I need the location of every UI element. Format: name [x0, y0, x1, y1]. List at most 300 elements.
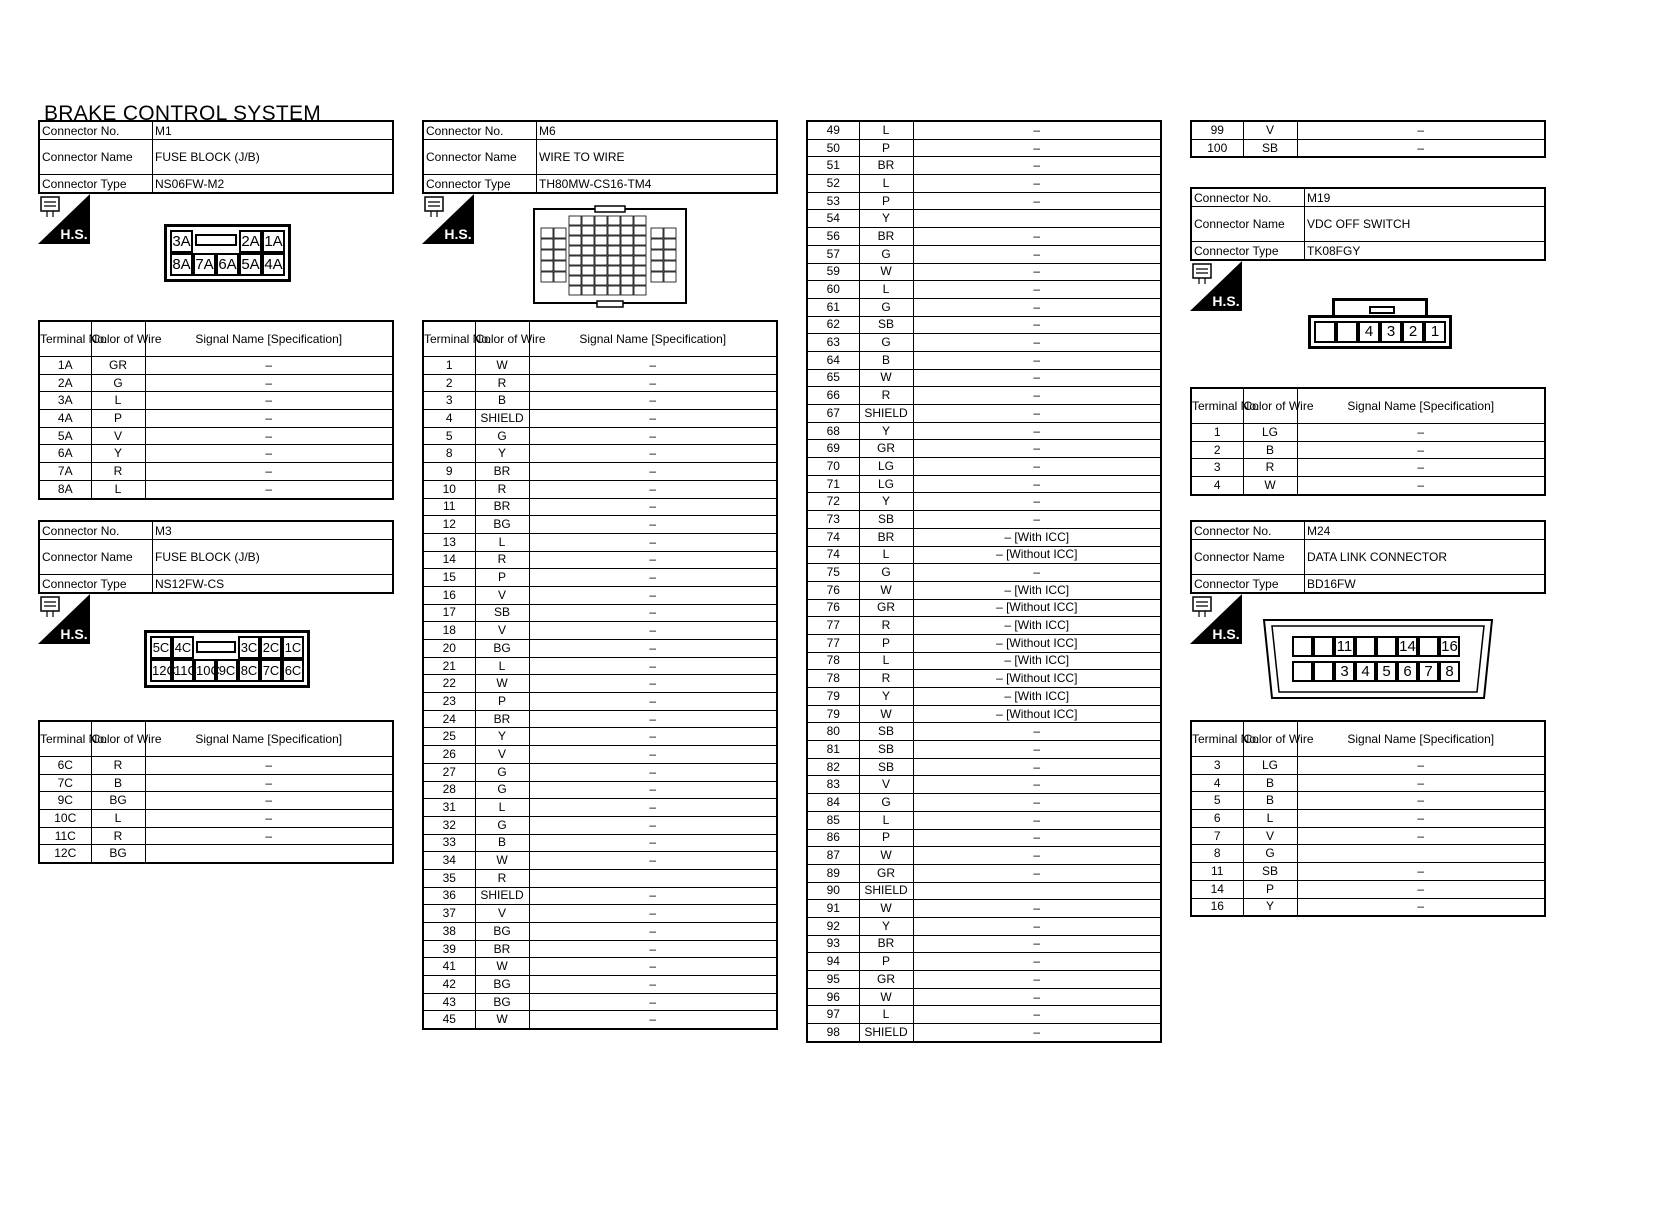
connector-cavity	[569, 266, 581, 275]
connector-pin: 3	[1334, 661, 1355, 682]
table-row	[1191, 139, 1545, 157]
wire-color: L	[859, 121, 913, 139]
connector-pin: 14	[1397, 636, 1418, 657]
signal-name: –	[529, 887, 777, 905]
terminal-table-m6-part3	[1190, 120, 1546, 158]
table-row	[807, 670, 1161, 688]
label: Connector No.	[39, 521, 153, 540]
wire-color: LG	[859, 475, 913, 493]
signal-name: –	[913, 157, 1161, 175]
signal-name: –	[529, 781, 777, 799]
connector-cavity	[634, 256, 646, 265]
connector-cavity	[569, 256, 581, 265]
terminal-no: 84	[807, 794, 859, 812]
connector-pin: 5C	[150, 636, 172, 659]
connector-cavity	[621, 246, 633, 255]
connector-cavity	[634, 236, 646, 245]
terminal-no: 22	[423, 675, 475, 693]
terminal-no: 79	[807, 705, 859, 723]
signal-name: –	[1297, 774, 1545, 792]
wire-color: G	[475, 781, 529, 799]
harness-side-icon	[1190, 261, 1242, 311]
wire-color: LG	[1243, 757, 1297, 775]
connector-pin: 3	[1380, 321, 1402, 343]
signal-name: –	[913, 175, 1161, 193]
connector-pin: 3A	[170, 230, 193, 253]
terminal-no: 27	[423, 763, 475, 781]
wire-color: L	[859, 281, 913, 299]
connector-pin: 1	[1424, 321, 1446, 343]
terminal-no: 52	[807, 175, 859, 193]
table-row	[423, 834, 777, 852]
connector-name: VDC OFF SWITCH	[1305, 207, 1546, 242]
wire-color: W	[475, 357, 529, 375]
table-row	[807, 281, 1161, 299]
table-row	[807, 971, 1161, 989]
signal-name: –	[529, 516, 777, 534]
wire-color: R	[859, 617, 913, 635]
signal-name: –	[913, 281, 1161, 299]
connector-cavity	[569, 246, 581, 255]
table-row	[39, 757, 393, 775]
table-row	[807, 988, 1161, 1006]
wire-color: R	[91, 757, 145, 775]
connector-pin	[1313, 661, 1334, 682]
terminal-no: 66	[807, 387, 859, 405]
wire-color: BR	[859, 935, 913, 953]
terminal-no: 16	[1191, 898, 1243, 916]
page-title: BRAKE CONTROL SYSTEM	[44, 102, 322, 125]
connector-pin	[1355, 636, 1376, 657]
table-row	[807, 369, 1161, 387]
table-row	[39, 427, 393, 445]
signal-name: –	[529, 374, 777, 392]
signal-name: –	[913, 511, 1161, 529]
signal-name: –	[529, 498, 777, 516]
terminal-no: 12	[423, 516, 475, 534]
wire-color: LG	[1243, 424, 1297, 442]
wire-color: GR	[91, 357, 145, 375]
signal-name: –	[529, 693, 777, 711]
wire-color: R	[475, 374, 529, 392]
connector-cavity	[541, 250, 553, 260]
terminal-no: 76	[807, 581, 859, 599]
header-signal: Signal Name [Specification]	[1297, 721, 1545, 757]
signal-name: –	[145, 374, 393, 392]
connector-cavity	[582, 276, 594, 285]
hs-label: H.S.	[1212, 293, 1240, 309]
connector-pin: 10C	[194, 659, 216, 682]
wire-color: B	[1243, 774, 1297, 792]
signal-name: –	[145, 480, 393, 498]
wire-color: Y	[859, 422, 913, 440]
table-row	[39, 357, 393, 375]
connector-cavity	[634, 216, 646, 225]
header-terminal: Terminal No.	[39, 321, 91, 357]
connector-cavity	[621, 276, 633, 285]
wire-color: G	[91, 374, 145, 392]
label: Connector Name	[39, 140, 153, 175]
wire-color: W	[475, 675, 529, 693]
connector-pin	[1376, 636, 1397, 657]
terminal-no: 24	[423, 710, 475, 728]
table-row	[423, 410, 777, 428]
connector-cavity	[608, 226, 620, 235]
connector-pin	[194, 636, 238, 659]
wire-color: R	[859, 670, 913, 688]
table-row	[807, 387, 1161, 405]
signal-name: –	[1297, 121, 1545, 139]
signal-name: –	[145, 463, 393, 481]
wire-color: SB	[859, 723, 913, 741]
signal-name: – [With ICC]	[913, 652, 1161, 670]
signal-name	[1297, 845, 1545, 863]
terminal-no: 64	[807, 351, 859, 369]
terminal-no: 94	[807, 953, 859, 971]
wire-color: BR	[475, 710, 529, 728]
wire-color: P	[859, 953, 913, 971]
terminal-no: 71	[807, 475, 859, 493]
table-row	[39, 774, 393, 792]
table-row	[807, 652, 1161, 670]
table-row	[423, 869, 777, 887]
wire-color: L	[91, 810, 145, 828]
table-row	[1191, 774, 1545, 792]
wire-color: G	[859, 564, 913, 582]
table-row	[423, 887, 777, 905]
wire-color: Y	[859, 917, 913, 935]
table-row	[423, 976, 777, 994]
connector-cavity	[554, 228, 566, 238]
wire-color: V	[475, 746, 529, 764]
terminal-no: 76	[807, 599, 859, 617]
wire-color: L	[859, 175, 913, 193]
connector-cavity	[541, 261, 553, 271]
table-row	[423, 533, 777, 551]
table-row	[807, 811, 1161, 829]
signal-name: –	[913, 1006, 1161, 1024]
wire-color: W	[475, 958, 529, 976]
label: Connector No.	[1191, 188, 1305, 207]
connector-cavity	[595, 246, 607, 255]
signal-name: –	[529, 675, 777, 693]
terminal-no: 7C	[39, 774, 91, 792]
signal-name: –	[1297, 827, 1545, 845]
connector-pin	[1313, 636, 1334, 657]
header-signal: Signal Name [Specification]	[1297, 388, 1545, 424]
connector-face-m3	[144, 630, 310, 688]
terminal-no: 9	[423, 463, 475, 481]
wire-color: W	[859, 369, 913, 387]
table-row	[807, 776, 1161, 794]
signal-name: –	[145, 792, 393, 810]
signal-name: – [Without ICC]	[913, 670, 1161, 688]
signal-name: –	[529, 834, 777, 852]
terminal-no: 35	[423, 869, 475, 887]
terminal-no: 31	[423, 799, 475, 817]
terminal-no: 96	[807, 988, 859, 1006]
connector-name: WIRE TO WIRE	[537, 140, 778, 175]
signal-name: –	[529, 940, 777, 958]
connector-pin: 3C	[238, 636, 260, 659]
wire-color: SHIELD	[859, 882, 913, 900]
terminal-no: 11	[1191, 863, 1243, 881]
table-row	[807, 1024, 1161, 1042]
terminal-no: 75	[807, 564, 859, 582]
connector-cavity	[608, 236, 620, 245]
table-row	[423, 816, 777, 834]
wire-color: BG	[475, 976, 529, 994]
signal-name: –	[529, 728, 777, 746]
terminal-no: 45	[423, 1011, 475, 1029]
signal-name: –	[913, 758, 1161, 776]
table-row	[807, 511, 1161, 529]
table-row	[807, 705, 1161, 723]
terminal-no: 59	[807, 263, 859, 281]
table-row	[807, 493, 1161, 511]
connector-name: DATA LINK CONNECTOR	[1305, 540, 1546, 575]
wire-color: B	[1243, 792, 1297, 810]
signal-name	[913, 210, 1161, 228]
connector-pin	[193, 230, 239, 253]
connector-cavity	[664, 272, 676, 282]
connector-pin: 11	[1334, 636, 1355, 657]
terminal-no: 79	[807, 688, 859, 706]
wire-color: GR	[859, 440, 913, 458]
label: Connector Type	[1191, 575, 1305, 594]
terminal-no: 82	[807, 758, 859, 776]
wire-color: SB	[859, 316, 913, 334]
terminal-no: 10	[423, 480, 475, 498]
connector-cavity	[569, 216, 581, 225]
table-row	[423, 498, 777, 516]
connector-cavity	[595, 266, 607, 275]
connector-cavity	[621, 216, 633, 225]
signal-name: –	[145, 827, 393, 845]
terminal-no: 7A	[39, 463, 91, 481]
signal-name: –	[529, 976, 777, 994]
signal-name: –	[1297, 424, 1545, 442]
table-row	[423, 958, 777, 976]
connector-type: TK08FGY	[1305, 242, 1546, 261]
table-row	[39, 463, 393, 481]
terminal-no: 2A	[39, 374, 91, 392]
table-row	[807, 475, 1161, 493]
signal-name: –	[913, 316, 1161, 334]
wire-color: Y	[91, 445, 145, 463]
table-row	[39, 374, 393, 392]
terminal-no: 51	[807, 157, 859, 175]
signal-name: –	[913, 192, 1161, 210]
table-row	[807, 634, 1161, 652]
label: Connector No.	[1191, 521, 1305, 540]
hs-label: H.S.	[60, 226, 88, 242]
signal-name: –	[913, 971, 1161, 989]
connector-no: M3	[153, 521, 394, 540]
terminal-no: 77	[807, 617, 859, 635]
signal-name: –	[145, 357, 393, 375]
signal-name: –	[913, 1024, 1161, 1042]
connector-cavity	[595, 276, 607, 285]
signal-name: –	[913, 847, 1161, 865]
terminal-no: 97	[807, 1006, 859, 1024]
table-row	[807, 741, 1161, 759]
wire-color: BR	[859, 157, 913, 175]
header-signal: Signal Name [Specification]	[145, 321, 393, 357]
harness-side-icon	[422, 194, 474, 244]
connector-cavity	[569, 276, 581, 285]
signal-name: –	[913, 829, 1161, 847]
signal-name: –	[913, 864, 1161, 882]
table-row	[39, 392, 393, 410]
signal-name: –	[1297, 459, 1545, 477]
table-row	[807, 758, 1161, 776]
table-row	[39, 827, 393, 845]
header-terminal: Terminal No.	[39, 721, 91, 757]
connector-cavity	[554, 272, 566, 282]
signal-name: –	[529, 852, 777, 870]
signal-name: –	[529, 799, 777, 817]
table-row	[807, 192, 1161, 210]
terminal-no: 6C	[39, 757, 91, 775]
wire-color: V	[475, 586, 529, 604]
header-color: Color of Wire	[91, 721, 145, 757]
table-row	[423, 427, 777, 445]
connector-pin: 7A	[193, 253, 216, 276]
table-row	[807, 422, 1161, 440]
latch	[1332, 298, 1428, 315]
wire-color: SB	[1243, 139, 1297, 157]
table-row	[423, 586, 777, 604]
signal-name: –	[529, 445, 777, 463]
terminal-no: 91	[807, 900, 859, 918]
terminal-no: 99	[1191, 121, 1243, 139]
terminal-no: 5	[423, 427, 475, 445]
label: Connector Type	[39, 575, 153, 594]
table-row	[807, 210, 1161, 228]
connector-cavity	[569, 236, 581, 245]
signal-name: – [With ICC]	[913, 688, 1161, 706]
connector-pin: 4C	[172, 636, 194, 659]
connector-cavity	[664, 261, 676, 271]
connector-cavity	[608, 216, 620, 225]
terminal-no: 12C	[39, 845, 91, 863]
wire-color: BR	[475, 498, 529, 516]
signal-name: –	[913, 440, 1161, 458]
signal-name: – [Without ICC]	[913, 634, 1161, 652]
connector-cavity	[651, 250, 663, 260]
terminal-no: 49	[807, 121, 859, 139]
table-row	[1191, 898, 1545, 916]
connector-cavity	[664, 239, 676, 249]
table-row	[1191, 880, 1545, 898]
connector-pin: 8C	[238, 659, 260, 682]
signal-name: – [Without ICC]	[913, 705, 1161, 723]
wire-color: G	[1243, 845, 1297, 863]
wire-color: W	[859, 900, 913, 918]
signal-name: –	[529, 586, 777, 604]
table-row	[807, 228, 1161, 246]
signal-name: –	[913, 475, 1161, 493]
terminal-no: 25	[423, 728, 475, 746]
wire-color: P	[91, 410, 145, 428]
wire-color: L	[859, 652, 913, 670]
wire-color: BR	[475, 940, 529, 958]
wire-color: LG	[859, 458, 913, 476]
wire-color: W	[859, 581, 913, 599]
wire-color: GR	[859, 599, 913, 617]
connector-pin: 8	[1439, 661, 1460, 682]
terminal-no: 3	[1191, 459, 1243, 477]
signal-name: –	[529, 746, 777, 764]
signal-name: –	[913, 369, 1161, 387]
label: Connector Name	[423, 140, 537, 175]
connector-pin: 4A	[262, 253, 285, 276]
signal-name: –	[913, 298, 1161, 316]
signal-name: –	[529, 1011, 777, 1029]
terminal-no: 68	[807, 422, 859, 440]
connector-cavity	[608, 286, 620, 295]
connector-cavity	[595, 216, 607, 225]
connector-pin: 6A	[216, 253, 239, 276]
wire-color: P	[859, 139, 913, 157]
wire-color: GR	[859, 971, 913, 989]
wire-color: W	[859, 263, 913, 281]
wire-color: G	[475, 427, 529, 445]
terminal-no: 50	[807, 139, 859, 157]
wire-color: P	[859, 192, 913, 210]
connector-pin: 5A	[239, 253, 262, 276]
table-row	[423, 746, 777, 764]
terminal-no: 98	[807, 1024, 859, 1042]
connector-pin: 7C	[260, 659, 282, 682]
signal-name	[529, 869, 777, 887]
table-row	[1191, 810, 1545, 828]
table-row	[423, 463, 777, 481]
connector-pin: 4	[1358, 321, 1380, 343]
table-row	[423, 516, 777, 534]
connector-type: TH80MW-CS16-TM4	[537, 175, 778, 194]
table-row	[423, 569, 777, 587]
signal-name: – [With ICC]	[913, 617, 1161, 635]
connector-no: M19	[1305, 188, 1546, 207]
terminal-no: 4	[1191, 774, 1243, 792]
wire-color: P	[859, 634, 913, 652]
table-row	[423, 940, 777, 958]
terminal-no: 43	[423, 993, 475, 1011]
signal-name: –	[913, 564, 1161, 582]
signal-name: –	[1297, 880, 1545, 898]
connector-pin: 16	[1439, 636, 1460, 657]
connector-face-m6	[533, 206, 687, 313]
wire-color: P	[475, 693, 529, 711]
table-row	[1191, 121, 1545, 139]
signal-name: –	[913, 493, 1161, 511]
terminal-no: 5	[1191, 792, 1243, 810]
terminal-no: 38	[423, 923, 475, 941]
connector-no: M1	[153, 121, 394, 140]
connector-cavity	[608, 266, 620, 275]
signal-name: –	[145, 427, 393, 445]
connector-face-m1	[164, 224, 291, 282]
connector-cavity	[595, 286, 607, 295]
table-row	[807, 298, 1161, 316]
connector-type: NS06FW-M2	[153, 175, 394, 194]
table-row	[1191, 792, 1545, 810]
signal-name: –	[529, 410, 777, 428]
terminal-no: 42	[423, 976, 475, 994]
connector-cavity	[582, 286, 594, 295]
